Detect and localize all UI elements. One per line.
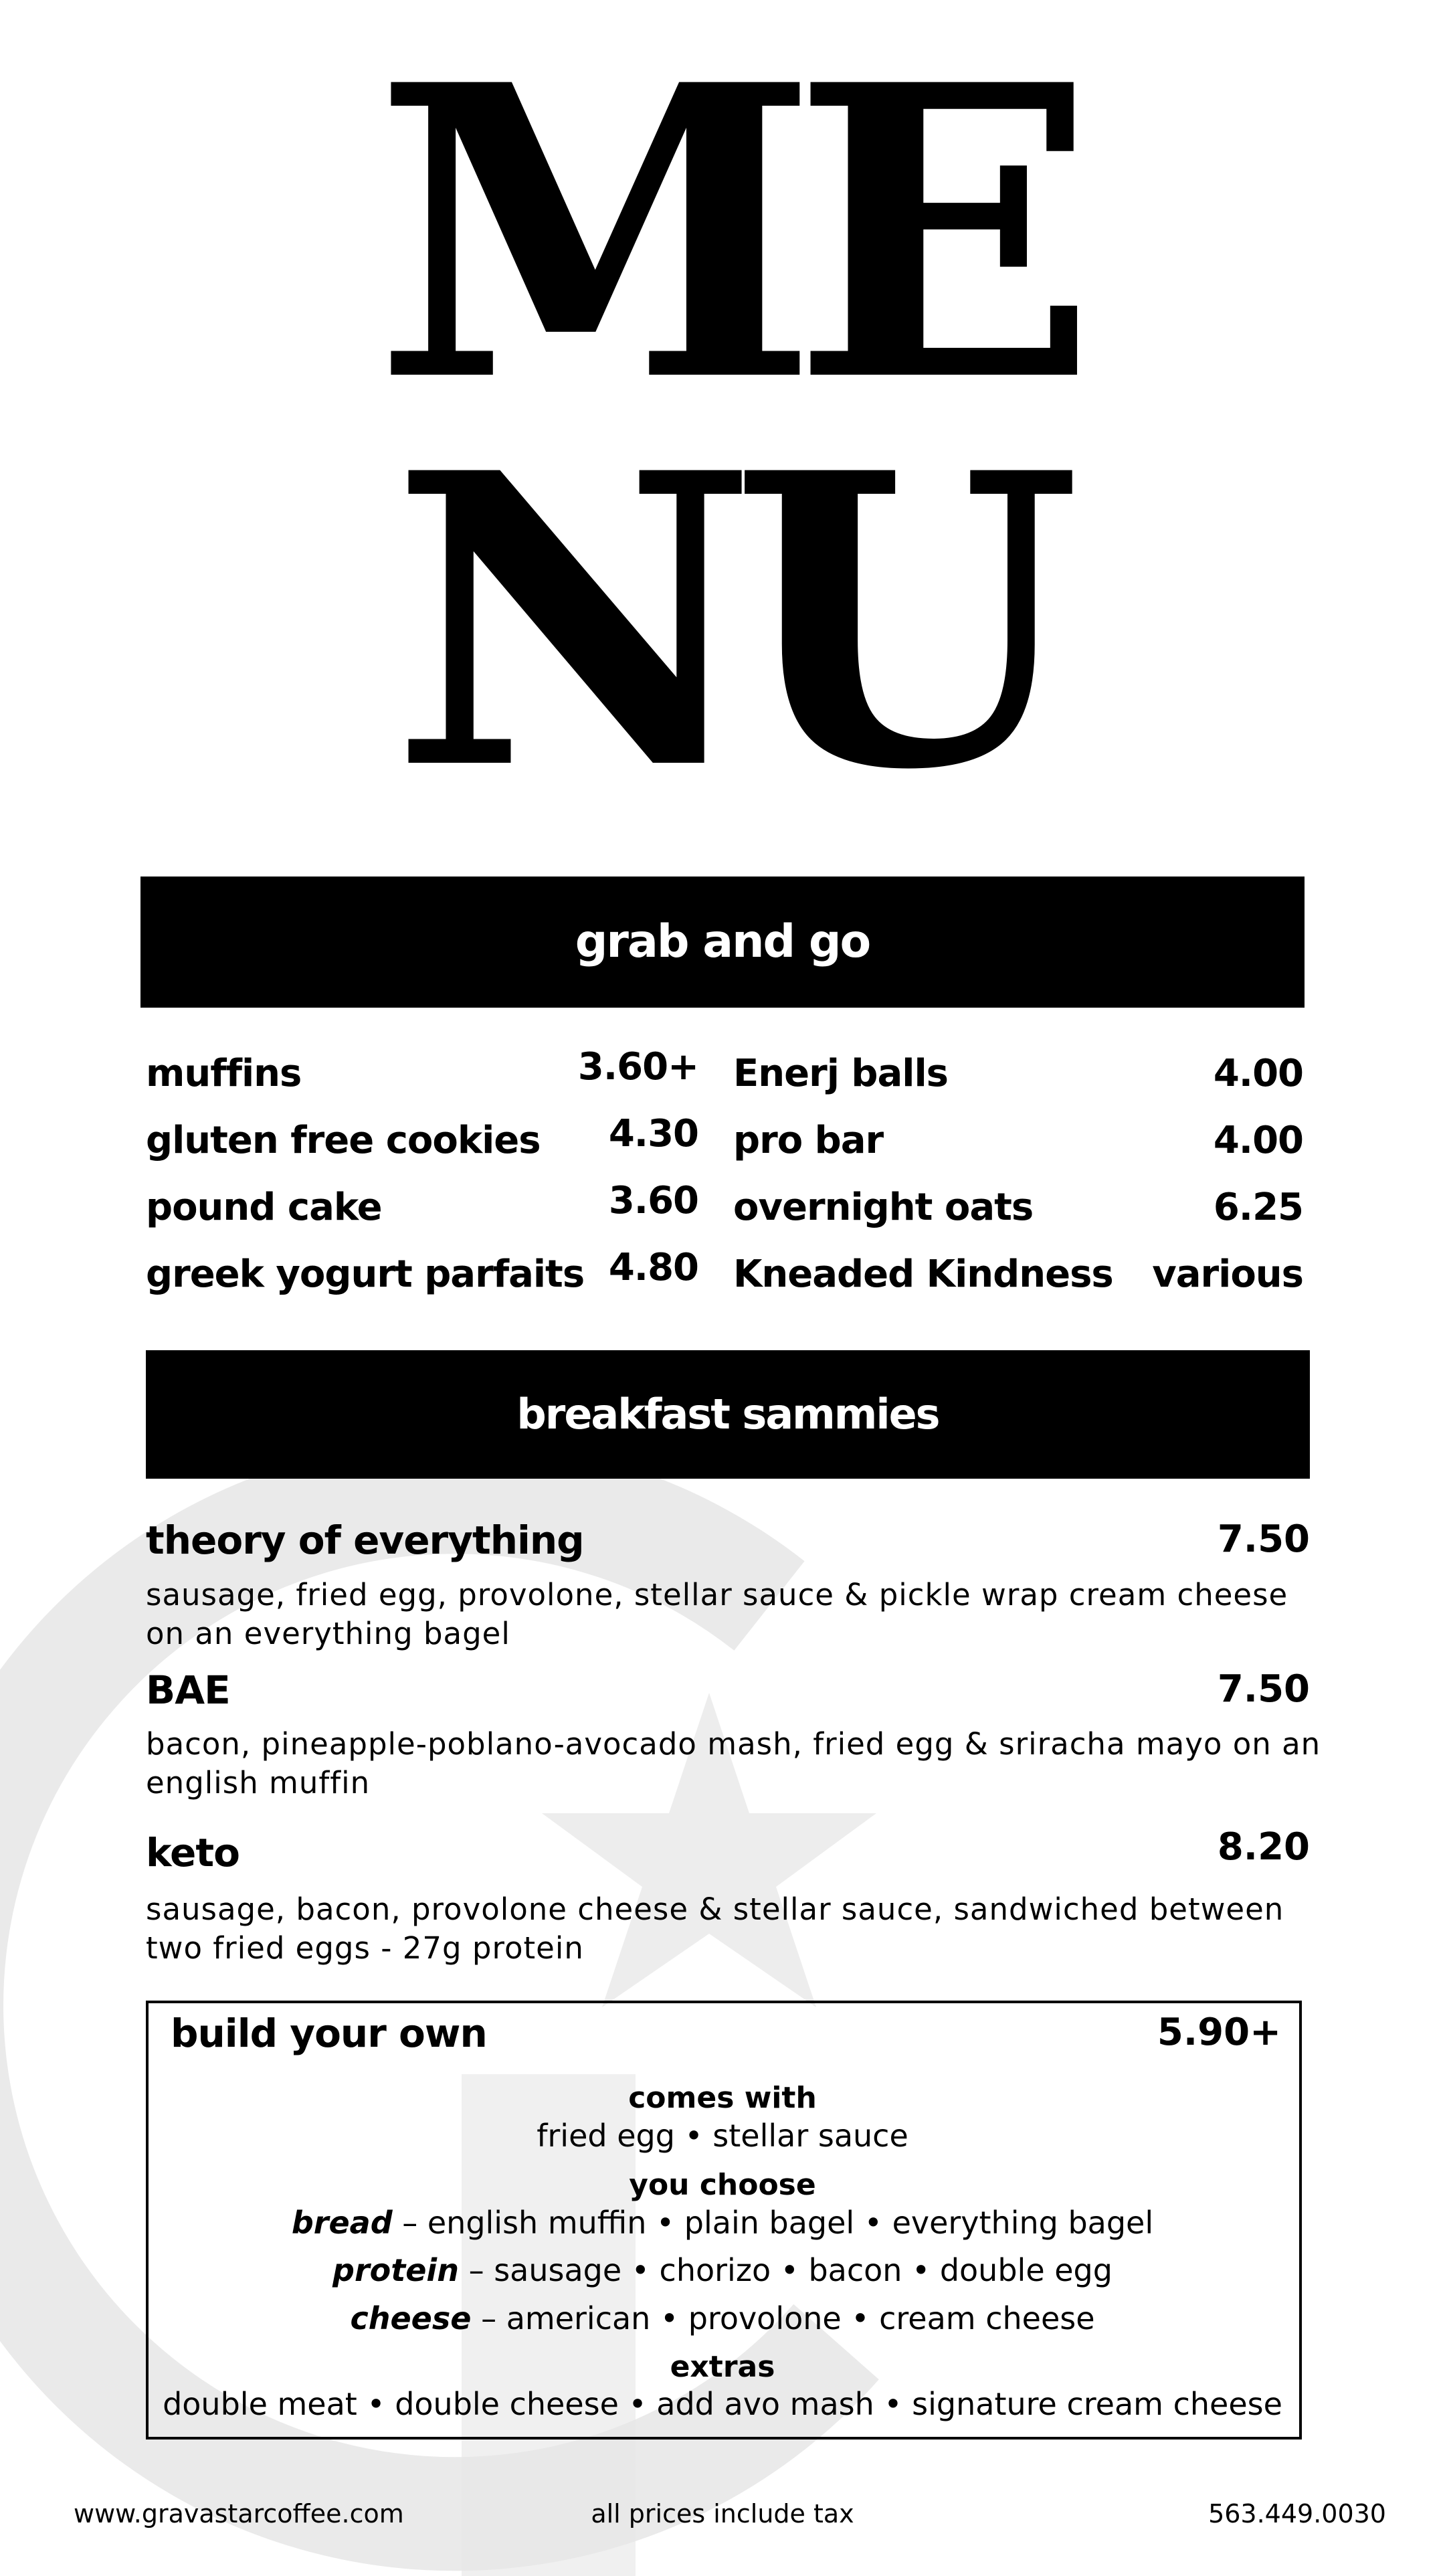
- protein-choices: – sausage • chorizo • bacon • double egg: [468, 2252, 1113, 2288]
- bread-options: [0, 2205, 1445, 2241]
- sammy-description: sausage, fried egg, provolone, stellar sauce & pickle wrap cream cheese on an everything bagel: [146, 1577, 1288, 1651]
- extras-items: double meat • double cheese • add avo mash • signature cream cheese: [163, 2386, 1282, 2422]
- item-name: pro bar: [733, 1119, 884, 1162]
- menu-title-line2: NU: [391, 386, 1054, 858]
- sammy-name: theory of everything: [146, 1517, 584, 1563]
- website-link[interactable]: www.gravastarcoffee.com: [74, 2499, 404, 2528]
- item-name: gluten free cookies: [146, 1119, 541, 1162]
- protein-options: [0, 2252, 1445, 2288]
- sammy-description: bacon, pineapple-poblano-avocado mash, fried egg & sriracha mayo on an english muffin: [146, 1726, 1321, 1801]
- you-choose-label: you choose: [629, 2168, 816, 2202]
- item-price: 4.00: [1213, 1119, 1303, 1162]
- extras-label: extras: [670, 2350, 775, 2384]
- item-price: 6.25: [1213, 1186, 1303, 1229]
- bread-label: bread: [291, 2205, 393, 2241]
- item-name: pound cake: [146, 1186, 382, 1229]
- list-item: [733, 1178, 1303, 1238]
- protein-label: protein: [332, 2252, 459, 2288]
- cheese-label: cheese: [350, 2300, 472, 2336]
- sammy-price: 7.50: [1217, 1667, 1310, 1711]
- item-name: muffins: [146, 1052, 302, 1095]
- list-item: [733, 1245, 1303, 1305]
- sammy-name: BAE: [146, 1667, 230, 1713]
- tax-note: all prices include tax: [591, 2499, 854, 2528]
- comes-with-items: fried egg • stellar sauce: [537, 2118, 908, 2154]
- grab-and-go-banner: grab and go: [140, 877, 1305, 1008]
- item-price: 3.60+: [577, 1045, 698, 1089]
- sammy-description: sausage, bacon, provolone cheese & stellar sauce, sandwiched between two fried eggs - 27g protein: [146, 1892, 1284, 1966]
- item-name: overnight oats: [733, 1186, 1034, 1229]
- item-price: 4.80: [608, 1246, 698, 1289]
- phone-number: 563.449.0030: [1208, 2499, 1386, 2528]
- item-name: greek yogurt parfaits: [146, 1253, 585, 1296]
- item-price: 3.60: [608, 1179, 698, 1222]
- build-your-own-title: build your own: [171, 2011, 487, 2056]
- build-your-own-price: 5.90+: [1157, 2011, 1281, 2054]
- list-item: [146, 1044, 698, 1104]
- item-price: 4.30: [608, 1112, 698, 1156]
- item-price: various: [1152, 1253, 1303, 1296]
- sammy-price: 8.20: [1217, 1825, 1310, 1869]
- bread-choices: – english muffin • plain bagel • everything bagel: [402, 2205, 1154, 2241]
- item-name: Kneaded Kindness: [733, 1253, 1113, 1296]
- cheese-choices: – american • provolone • cream cheese: [481, 2300, 1095, 2336]
- cheese-options: [0, 2300, 1445, 2336]
- list-item: [733, 1044, 1303, 1104]
- menu-title-line1: ME: [374, 0, 1071, 470]
- list-item: [733, 1111, 1303, 1171]
- list-item: [146, 1178, 698, 1238]
- sammy-price: 7.50: [1217, 1517, 1310, 1561]
- comes-with-label: comes with: [628, 2081, 817, 2115]
- list-item: [146, 1245, 698, 1305]
- sammy-name: keto: [146, 1830, 239, 1875]
- list-item: [146, 1111, 698, 1171]
- breakfast-sammies-banner: breakfast sammies: [146, 1350, 1310, 1479]
- item-price: 4.00: [1213, 1052, 1303, 1095]
- item-name: Enerj balls: [733, 1052, 949, 1095]
